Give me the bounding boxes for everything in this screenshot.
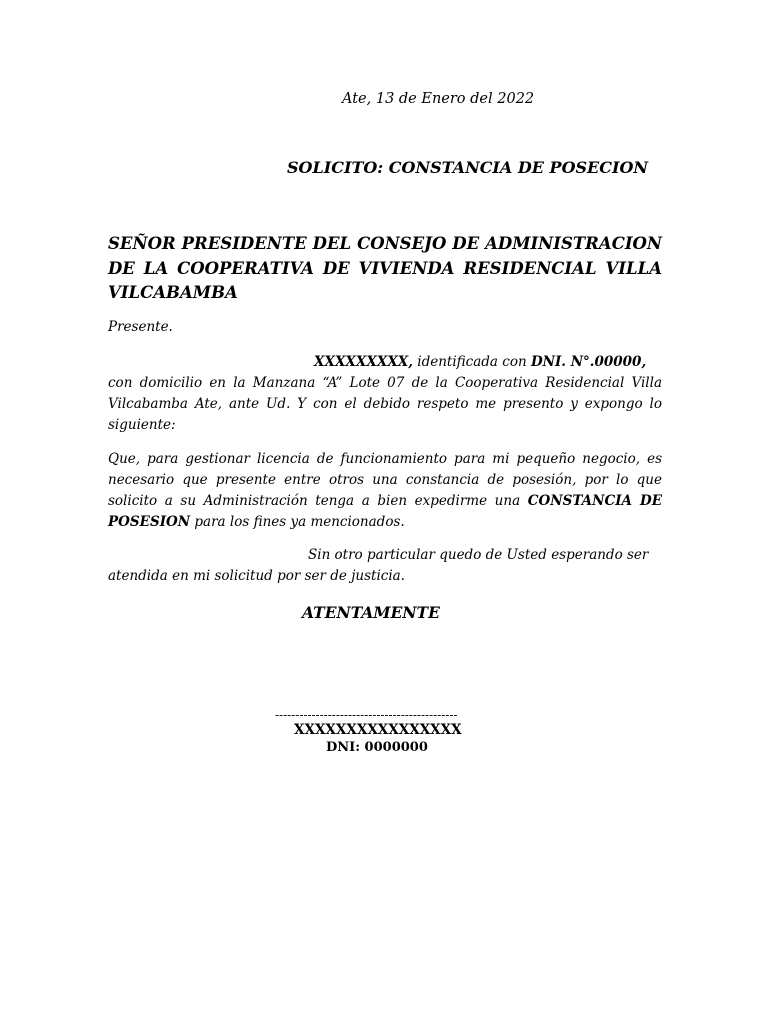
request-bold: POSESION — [108, 514, 191, 530]
identified-text: identificada con — [412, 354, 531, 370]
paragraph-line: necesario que presente entre otros una constancia de posesión, por lo que — [108, 472, 662, 488]
letter-greeting: Presente. — [108, 319, 173, 335]
letter-addressee — [108, 232, 662, 306]
paragraph-line: con domicilio en la Manzana “A” Lote 07 de la Cooperativa Residencial Villa — [108, 375, 662, 391]
paragraph-line: Sin otro particular quedo de Usted esperando ser — [308, 547, 649, 563]
addressee-line: VILCABAMBA — [108, 283, 238, 302]
paragraph-line: Vilcabamba Ate, ante Ud. Y con el debido respeto me presento y expongo lo — [108, 396, 662, 412]
addressee-line: SEÑOR PRESIDENTE DEL CONSEJO DE ADMINISTRACION — [108, 234, 662, 253]
paragraph-line — [108, 352, 662, 373]
addressee-line: DE LA COOPERATIVA DE VIVIENDA RESIDENCIAL VILLA — [108, 258, 662, 278]
signature-dni: DNI: 0000000 — [326, 740, 428, 755]
paragraph-line — [108, 491, 662, 512]
paragraph-line: atendida en mi solicitud por ser de justicia. — [108, 568, 405, 584]
paragraph-line — [108, 512, 662, 533]
letter-subject: SOLICITO: CONSTANCIA DE POSECION — [287, 158, 649, 177]
request-bold: CONSTANCIA DE — [527, 493, 662, 509]
paragraph-request — [108, 449, 662, 533]
applicant-name: XXXXXXXXX, — [314, 354, 413, 370]
dni-number: DNI. N°.00000, — [530, 354, 647, 370]
request-text: para los fines ya mencionados. — [190, 514, 405, 530]
request-text: solicito a su Administración tenga a bien expedirme una — [108, 493, 528, 509]
signature-line: --------------------------------------------- — [275, 708, 458, 722]
letter-date: Ate, 13 de Enero del 2022 — [342, 91, 535, 107]
paragraph-line: Que, para gestionar licencia de funcionamiento para mi pequeño negocio, es — [108, 451, 662, 467]
letter-closing: ATENTAMENTE — [302, 603, 440, 622]
paragraph-introduction — [108, 352, 662, 436]
paragraph-line: siguiente: — [108, 417, 176, 433]
paragraph-closing — [108, 545, 662, 587]
signature-name: XXXXXXXXXXXXXXXX — [294, 722, 462, 738]
